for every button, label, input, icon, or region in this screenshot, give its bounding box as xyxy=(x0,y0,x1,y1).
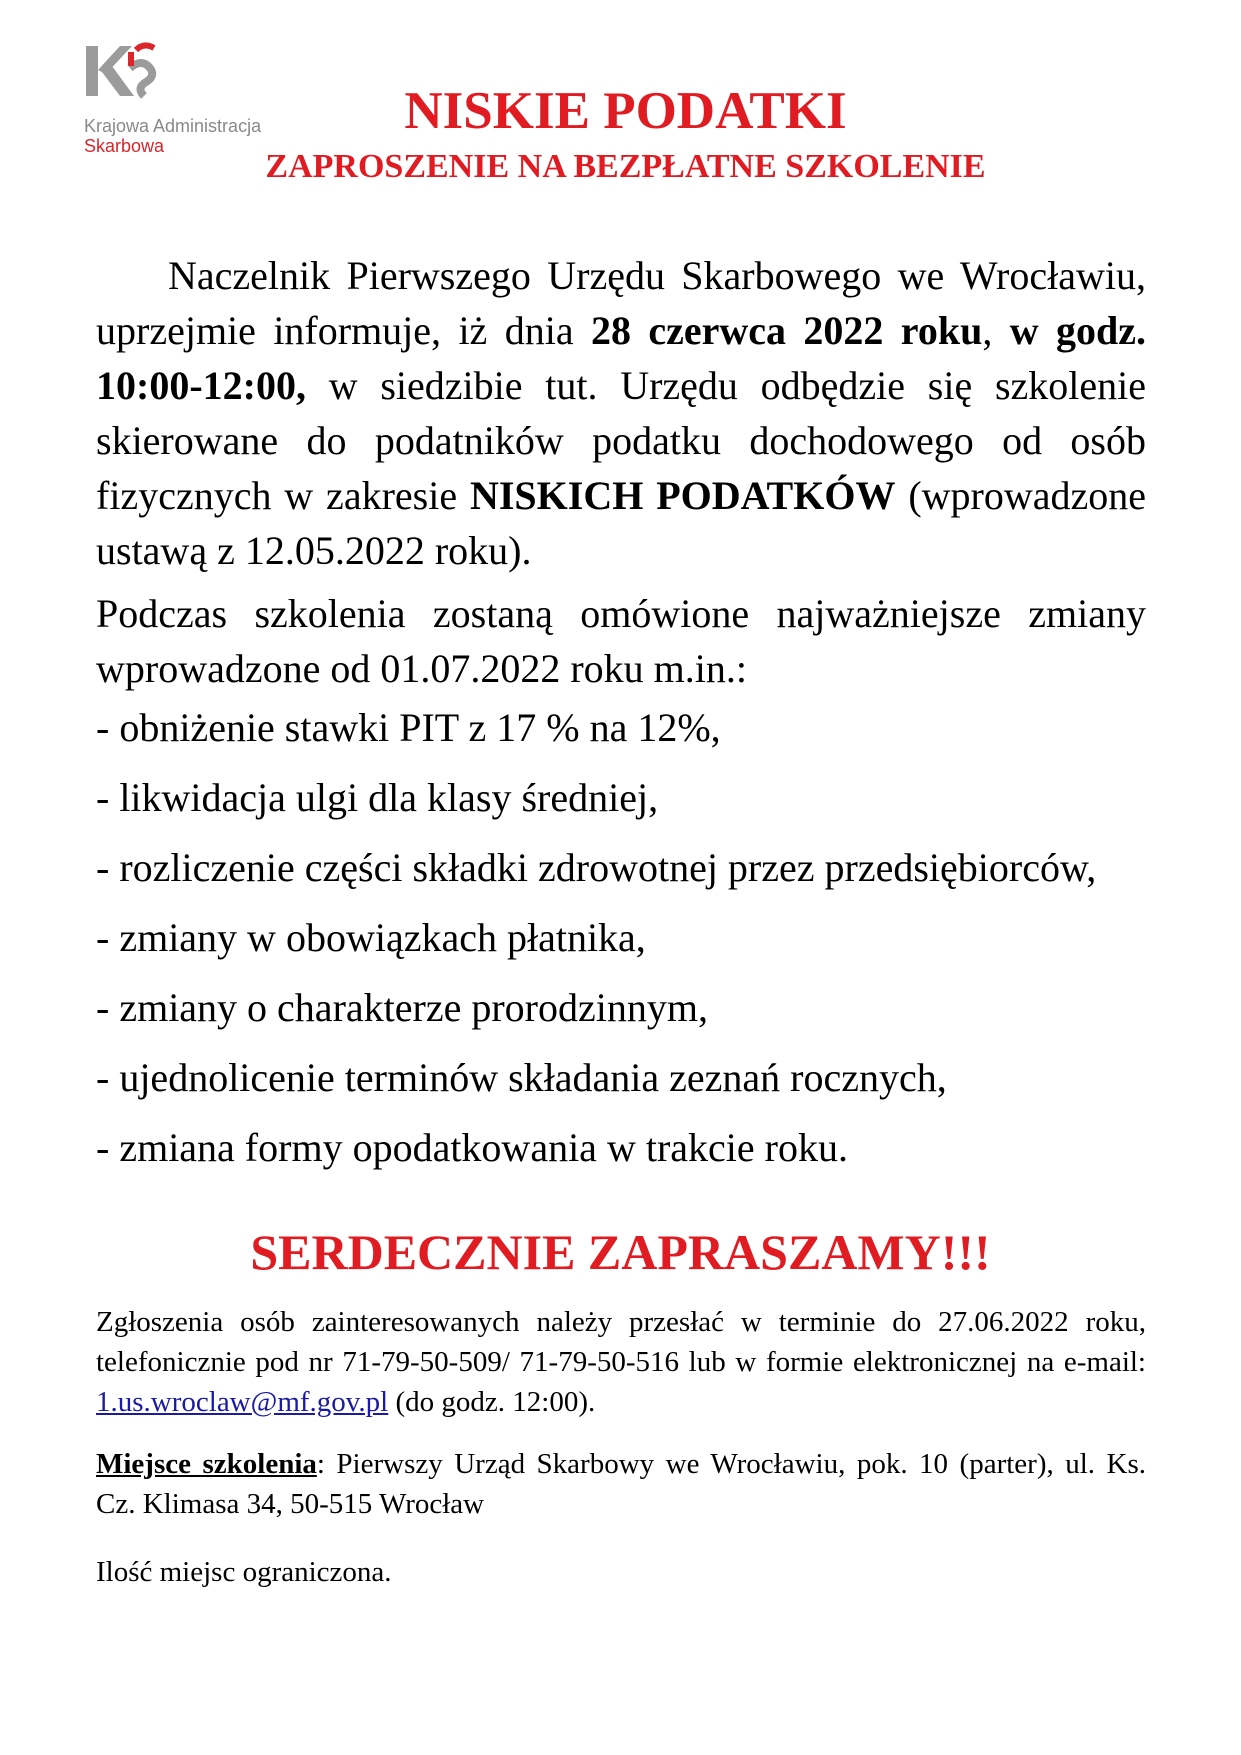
intro-text-3: w siedzibie tut. Urzędu odbędzie się szkolenie skierowane do podatników podatku dochodowego od osób fizycznych w zakresie xyxy=(96,363,1146,518)
intro-text-1: Naczelnik Pierwszego Urzędu Skarbowego we Wrocławiu, uprzejmie informuje, iż dnia xyxy=(96,253,1146,353)
list-item: - zmiana formy opodatkowania w trakcie roku. xyxy=(96,1125,848,1170)
limited-seats-note: Ilość miejsc ograniczona. xyxy=(96,1556,392,1588)
list-item: - zmiany o charakterze prorodzinnym, xyxy=(96,985,708,1030)
page-subtitle: ZAPROSZENIE NA BEZPŁATNE SZKOLENIE xyxy=(265,148,986,185)
logo-text-line2: Skarbowa xyxy=(84,136,165,156)
list-item: - rozliczenie części składki zdrowotnej przez przedsiębiorców, xyxy=(96,845,1097,890)
registration-text-2: (do godz. 12:00). xyxy=(388,1386,596,1418)
registration-text-1: Zgłoszenia osób zainteresowanych należy przesłać w terminie do 27.06.2022 roku, telefonicznie pod nr 71-79-50-509/ 71-79-50-516 lub w formie elektronicznej na e-mail: xyxy=(96,1306,1146,1378)
list-item: - likwidacja ulgi dla klasy średniej, xyxy=(96,775,659,820)
place-paragraph xyxy=(96,1444,1146,1524)
email-link[interactable]: 1.us.wroclaw@mf.gov.pl xyxy=(96,1386,389,1418)
changes-list xyxy=(96,705,1146,1170)
training-time: w godz. 10:00-12:00, xyxy=(96,308,1147,408)
intro-text-2: , xyxy=(982,308,1010,353)
training-date: 28 czerwca 2022 roku xyxy=(590,308,983,353)
logo-text-line1: Krajowa Administracja xyxy=(84,116,262,136)
list-item: - obniżenie stawki PIT z 17 % na 12%, xyxy=(96,705,721,750)
intro-text-4: (wprowadzone ustawą z 12.05.2022 roku). xyxy=(96,473,1146,573)
intro-paragraph xyxy=(96,248,1146,578)
place-label: Miejsce szkolenia xyxy=(96,1448,317,1480)
page-title: NISKIE PODATKI xyxy=(404,82,847,140)
registration-paragraph xyxy=(96,1302,1146,1422)
place-text: : Pierwszy Urząd Skarbowy we Wrocławiu, pok. 10 (parter), ul. Ks. Cz. Klimasa 34, 50-515 Wrocław xyxy=(96,1448,1146,1520)
training-topic: NISKICH PODATKÓW xyxy=(469,473,896,518)
invitation-heading: SERDECZNIE ZAPRASZAMY!!! xyxy=(250,1224,991,1280)
main-content xyxy=(96,248,1146,1198)
list-item: - ujednolicenie terminów składania zeznań rocznych, xyxy=(96,1055,947,1100)
list-item: - zmiany w obowiązkach płatnika, xyxy=(96,915,646,960)
changes-intro: Podczas szkolenia zostaną omówione najważniejsze zmiany wprowadzone od 01.07.2022 roku m.in.: xyxy=(96,591,1146,691)
